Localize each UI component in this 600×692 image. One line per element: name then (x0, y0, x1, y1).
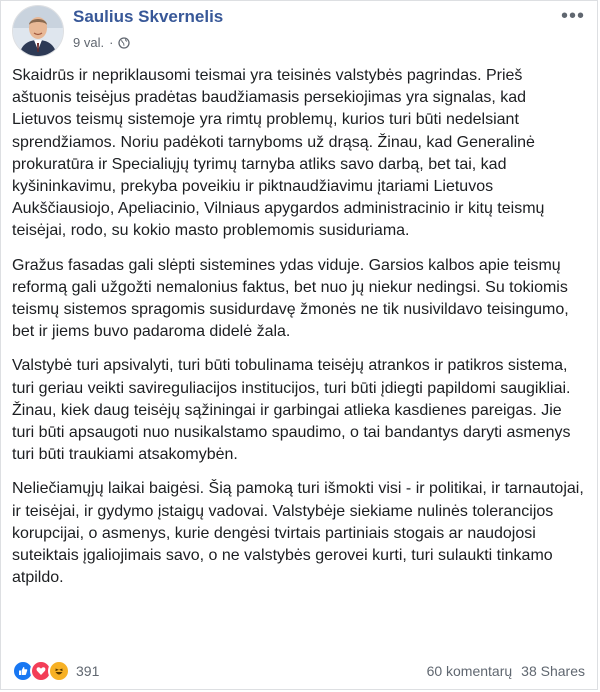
post-paragraph-3: Valstybė turi apsivalyti, turi būti tobulinama teisėjų atrankos ir patikros sistema, turi geriau veikti savireguliacijos institucijos, turi būti įdiegti papildomi saugikliai. Žinau, kiek daug teisėjų sąžiningai ir garbingai atlieka kasdienes pareigas. Jie turi būti apsaugoti nuo nusikalstamo spaudimo, o tai bandantys daryti asmenys turi būti traukiami atsakomybėn. (12, 357, 571, 464)
globe-icon[interactable] (118, 37, 130, 49)
avatar-image (13, 6, 63, 56)
shares-count-link[interactable]: 38 Shares (521, 663, 585, 679)
post-timestamp[interactable]: 9 val. (73, 35, 105, 50)
reaction-count[interactable]: 391 (76, 663, 100, 679)
post-header (12, 5, 597, 61)
post-meta (73, 35, 130, 50)
meta-separator: · (109, 35, 114, 50)
post-paragraph-2: Gražus fasadas gali slėpti sistemines ydas viduje. Garsios kalbos apie teismų reformą gali užgožti nemalonius faktus, bet nuo jų niekur nedingsi. Su tokiomis teismų sistemos spragomis susidurdavę žmonės ne tik nusivildavo teisingumo, bet ir jiems buvo padaroma didelė žala. (12, 256, 569, 341)
post-paragraph-1: Skaidrūs ir nepriklausomi teismai yra teisinės valstybės pagrindas. Prieš aštuonis teisėjus pradėtas baudžiamasis persekiojimas yra signalas, kad Lietuvos teismų sistemoje yra rimtų problemų, kurios turi būti nedelsiant sprendžiamos. Noriu padėkoti tarnyboms už drąsą. Žinau, kad Generalinė prokuratūra ir Specialiųjų tyrimų tarnyba atliks savo darbą, bet tai, kad kyšininkavimu, prekyba poveikiu ir piktnaudžiavimu įtariami Lietuvos Aukščiausiojo, Apeliacinio, Vilniaus apygardos administracinio ir kitų teismų teisėjai, rodo, su kokio masto problemomis susiduriama. (12, 67, 545, 240)
post-footer (12, 658, 585, 684)
author-avatar[interactable] (12, 5, 64, 57)
haha-reaction-icon (48, 660, 70, 682)
post-content (12, 65, 586, 601)
author-name[interactable]: Saulius Skvernelis (73, 7, 224, 26)
more-options-icon[interactable]: ••• (560, 5, 585, 27)
reactions-summary[interactable] (12, 660, 99, 682)
post-paragraph-4: Neliečiamųjų laikai baigėsi. Šią pamoką turi išmokti visi - ir politikai, ir tarnautojai, ir teisėjai, ir gydymo įstaigų vadovai. Valstybėje siekiame nulinės tolerancijos korupcijai, o asmenys, kurie dengėsi tvirtais partiniais stogais ar naudojosi suteiktais įgaliojimais savo, o ne valstybės gerovei kurti, turi sulaukti tinkamo atpildo. (12, 480, 584, 587)
comments-count-link[interactable]: 60 komentarų (426, 663, 513, 679)
